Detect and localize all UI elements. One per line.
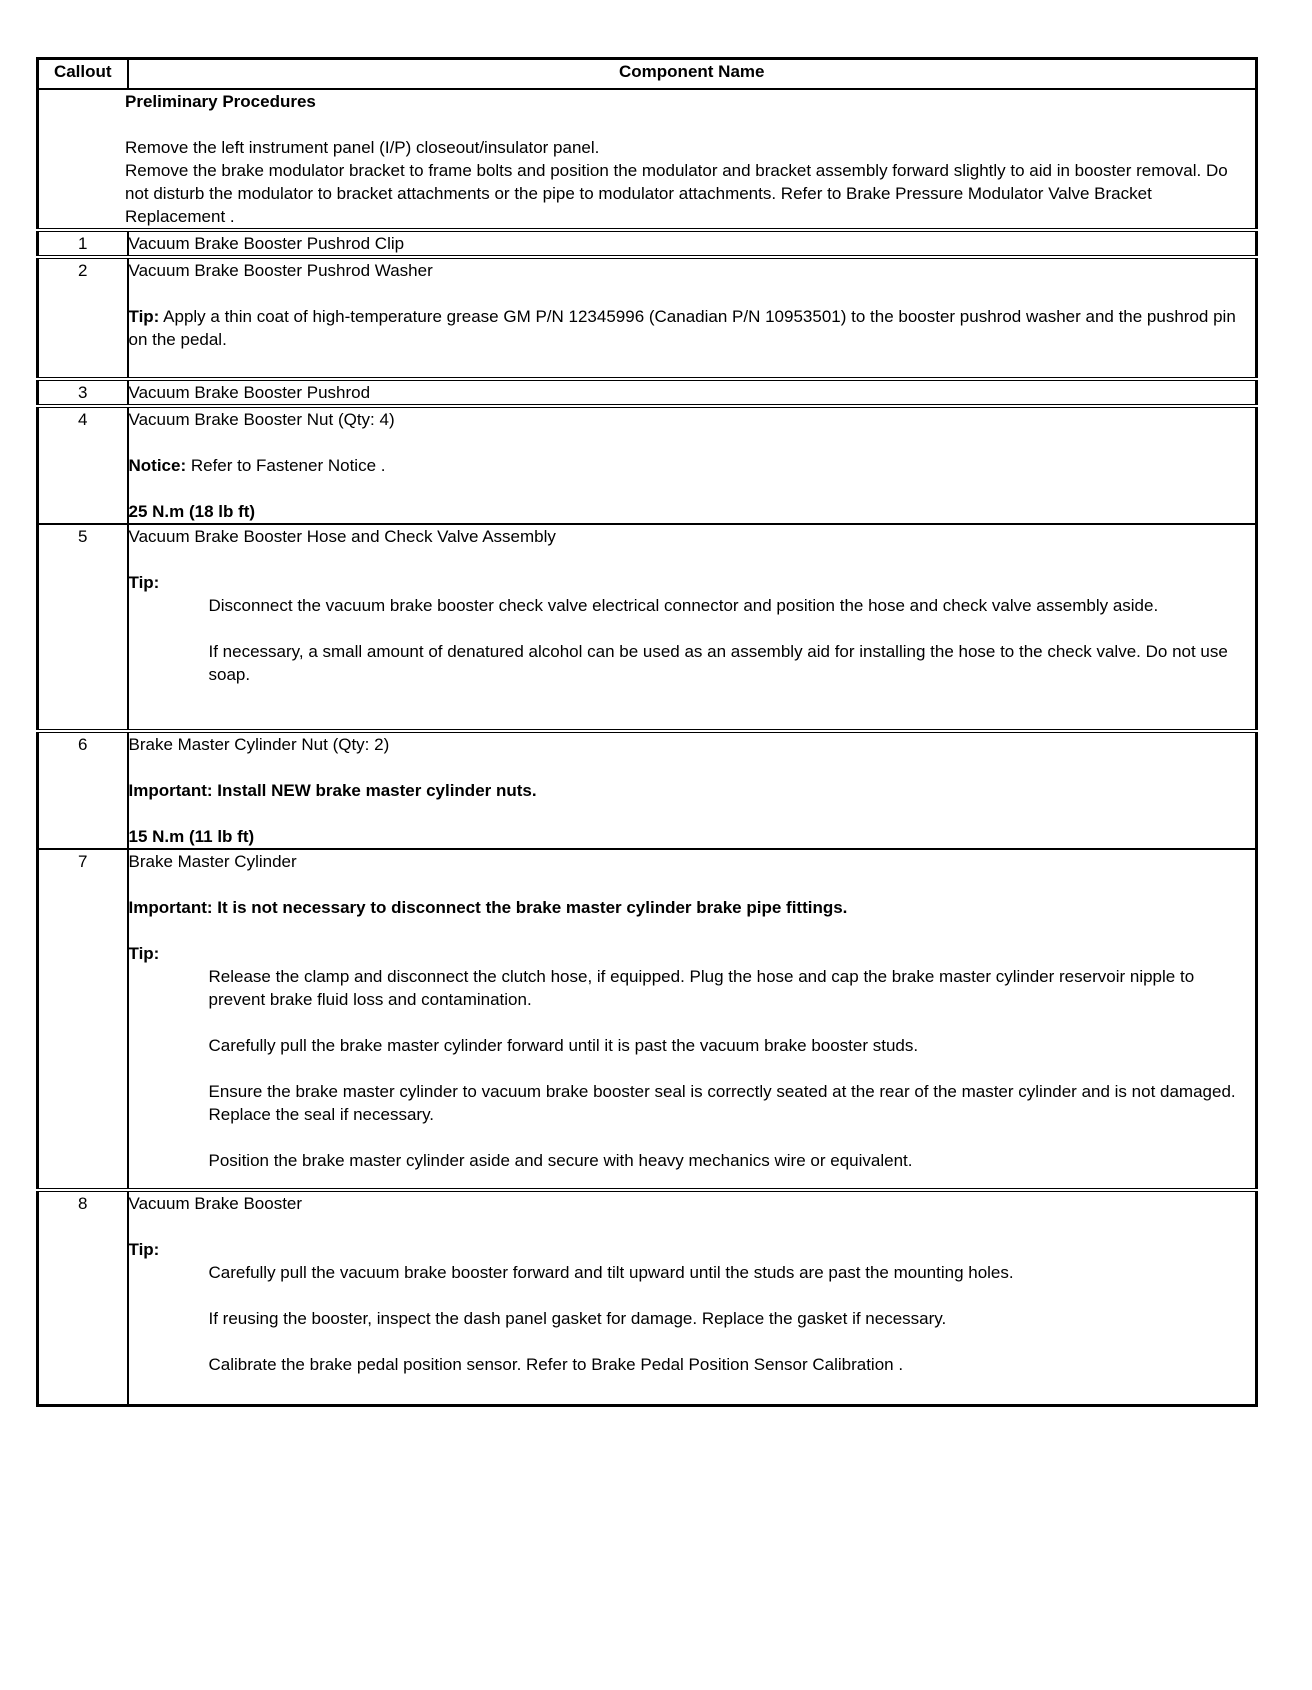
component-name: Vacuum Brake Booster Nut (Qty: 4) bbox=[128, 410, 395, 429]
table-row bbox=[38, 230, 1257, 257]
component-cell bbox=[128, 257, 1257, 379]
callout-number: 1 bbox=[38, 230, 128, 257]
component-name: Vacuum Brake Booster Pushrod bbox=[128, 383, 371, 402]
notice-body: Refer to Fastener Notice . bbox=[186, 456, 386, 475]
tip-list bbox=[129, 965, 1256, 1172]
callout-number: 4 bbox=[38, 406, 128, 524]
table-row bbox=[38, 524, 1257, 731]
tip-item: Position the brake master cylinder aside and secure with heavy mechanics wire or equivalent. bbox=[208, 1151, 913, 1170]
tip-item: Release the clamp and disconnect the clutch hose, if equipped. Plug the hose and cap the brake master cylinder reservoir nipple to prevent brake fluid loss and contamination. bbox=[208, 967, 1195, 1009]
tip-list bbox=[129, 594, 1256, 686]
tip-list bbox=[129, 1261, 1256, 1376]
table-row bbox=[38, 379, 1257, 406]
table-row bbox=[38, 406, 1257, 524]
tip-label: Tip: bbox=[128, 944, 160, 963]
tip-item: Carefully pull the vacuum brake booster forward and tilt upward until the studs are past the mounting holes. bbox=[208, 1263, 1014, 1282]
tip-item: If necessary, a small amount of denatured alcohol can be used as an assembly aid for installing the hose to the check valve. Do not use soap. bbox=[208, 642, 1228, 684]
callout-number: 5 bbox=[38, 524, 128, 731]
callout-number: 7 bbox=[38, 849, 128, 1190]
tip-item: Carefully pull the brake master cylinder forward until it is past the vacuum brake booster studs. bbox=[208, 1036, 919, 1055]
component-cell bbox=[128, 406, 1257, 524]
table-row bbox=[38, 849, 1257, 1190]
component-name: Brake Master Cylinder Nut (Qty: 2) bbox=[128, 735, 390, 754]
tip-label: Tip: bbox=[128, 573, 160, 592]
table-header-row bbox=[38, 59, 1257, 90]
preliminary-title: Preliminary Procedures bbox=[125, 92, 316, 111]
callout-number: 8 bbox=[38, 1190, 128, 1406]
torque-spec: 25 N.m (18 lb ft) bbox=[128, 502, 256, 521]
important-note: Important: Install NEW brake master cylinder nuts. bbox=[128, 781, 537, 800]
tip-label: Tip: bbox=[128, 1240, 160, 1259]
preliminary-cell bbox=[38, 89, 1257, 230]
tip-text bbox=[129, 305, 1256, 351]
callout-header: Callout bbox=[38, 59, 128, 90]
component-name: Brake Master Cylinder bbox=[128, 852, 297, 871]
table-row bbox=[38, 1190, 1257, 1406]
component-name-header: Component Name bbox=[128, 59, 1257, 90]
table-row bbox=[38, 731, 1257, 849]
preliminary-row bbox=[38, 89, 1257, 230]
important-note: Important: It is not necessary to disconnect the brake master cylinder brake pipe fittings. bbox=[128, 898, 848, 917]
callout-number: 2 bbox=[38, 257, 128, 379]
preliminary-line-2: Remove the brake modulator bracket to frame bolts and position the modulator and bracket assembly forward slightly to aid in booster removal. Do not disturb the modulator to bracket attachments or the pipe to modulator attachments. Refer to Brake Pressure Modulator Valve Bracket Replacement . bbox=[125, 161, 1228, 226]
component-name: Vacuum Brake Booster Hose and Check Valve Assembly bbox=[128, 527, 556, 546]
tip-item: If reusing the booster, inspect the dash panel gasket for damage. Replace the gasket if necessary. bbox=[208, 1309, 947, 1328]
component-name: Vacuum Brake Booster Pushrod Clip bbox=[128, 234, 405, 253]
tip-item: Ensure the brake master cylinder to vacuum brake booster seal is correctly seated at the rear of the master cylinder and is not damaged. Replace the seal if necessary. bbox=[208, 1082, 1236, 1124]
component-cell bbox=[128, 230, 1257, 257]
tip-label: Tip: bbox=[128, 307, 160, 326]
tip-body: Apply a thin coat of high-temperature grease GM P/N 12345996 (Canadian P/N 10953501) to the booster pushrod washer and the pushrod pin on the pedal. bbox=[128, 307, 1236, 349]
tip-item: Disconnect the vacuum brake booster check valve electrical connector and position the hose and check valve assembly aside. bbox=[208, 596, 1159, 615]
component-cell bbox=[128, 1190, 1257, 1406]
preliminary-line-1: Remove the left instrument panel (I/P) closeout/insulator panel. bbox=[125, 138, 600, 157]
torque-spec: 15 N.m (11 lb ft) bbox=[128, 827, 255, 846]
notice-label: Notice: bbox=[128, 456, 187, 475]
component-name: Vacuum Brake Booster bbox=[128, 1194, 303, 1213]
table-row bbox=[38, 257, 1257, 379]
tip-item: Calibrate the brake pedal position sensor. Refer to Brake Pedal Position Sensor Calibration . bbox=[208, 1355, 904, 1374]
notice-text bbox=[129, 454, 1256, 477]
component-cell bbox=[128, 849, 1257, 1190]
component-cell bbox=[128, 731, 1257, 849]
callout-number: 6 bbox=[38, 731, 128, 849]
component-table bbox=[36, 57, 1258, 1407]
component-cell bbox=[128, 379, 1257, 406]
component-name: Vacuum Brake Booster Pushrod Washer bbox=[128, 261, 433, 280]
callout-number: 3 bbox=[38, 379, 128, 406]
component-cell bbox=[128, 524, 1257, 731]
